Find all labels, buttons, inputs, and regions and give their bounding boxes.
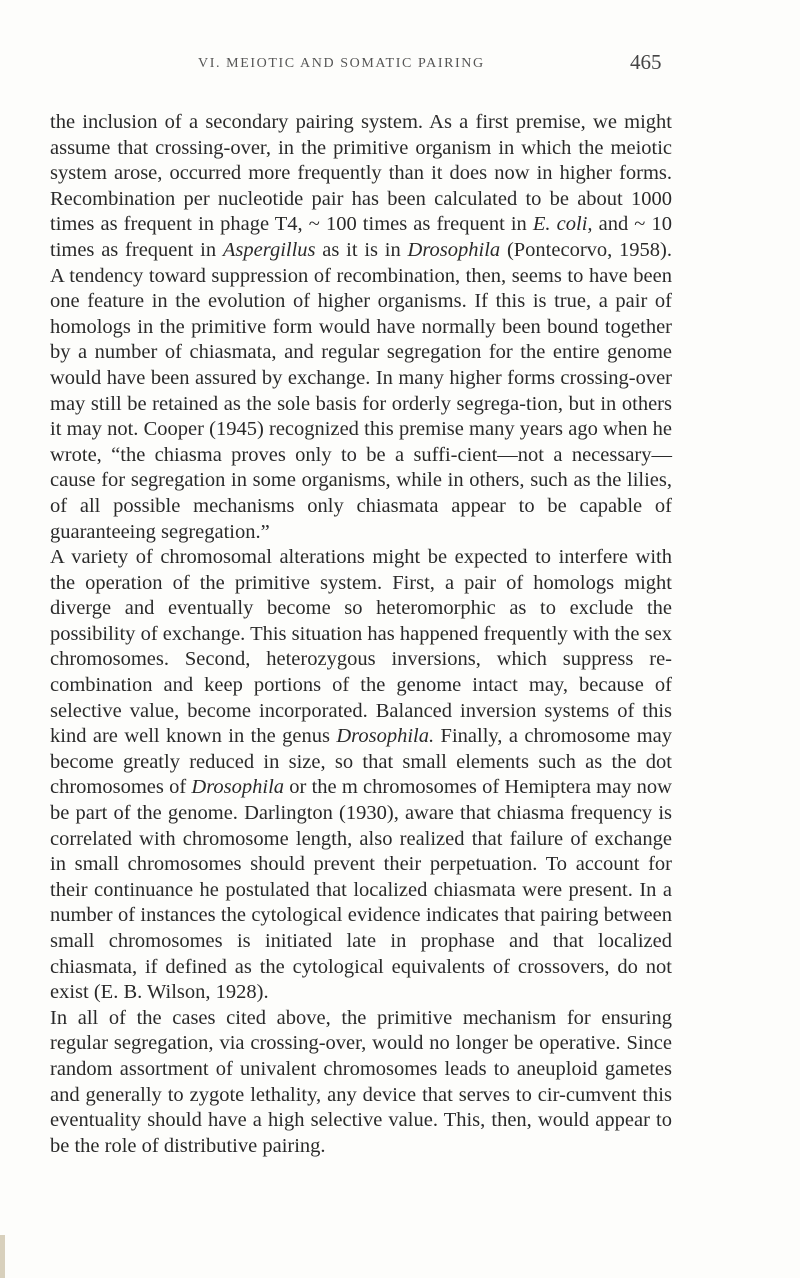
text-run: the inclusion of a secondary pairing system. As a first premise, we might assume that crossing-over, in the primitive organism in which the meiotic system arose, occurred more frequently than it does now in higher forms. Recombination per nucleotide pair has been calculated to be about 1000 times as frequent in phage T4, ~ 100 times as frequent in <box>50 111 672 236</box>
paragraph-2 <box>50 545 672 1006</box>
italic-term: Drosophila <box>191 776 285 799</box>
scan-edge-mark <box>0 1235 5 1278</box>
text-run: A variety of chromosomal alterations might be expected to interfere with the operation of the primitive system. First, a pair of homologs might diverge and eventually become so heteromorphic as to exclude the possibility of exchange. This situation has happened frequently with the sex chromosomes. Second, heterozygous inversions, which suppress re-combination and keep portions of the genome intact may, because of selective value, become incorporated. Balanced inversion systems of this kind are well known in the genus <box>50 546 672 748</box>
italic-term: Drosophila <box>407 238 501 261</box>
running-head <box>50 50 662 76</box>
page-number: 465 <box>630 50 662 74</box>
paragraph-3 <box>50 1006 672 1160</box>
text-run: or the m chromosomes of Hemiptera may now be part of the genome. Darlington (1930), aware that chiasma frequency is correlated with chromosome length, also realized that failure of exchange in small chromosomes should prevent their perpetuation. To account for their continuance he postulated that localized chiasmata were present. In a number of instances the cytological evidence indicates that pairing between small chromosomes is initiated late in prophase and that localized chiasmata, if defined as the cytological equivalents of crossovers, do not exist (E. B. Wilson, 1928). <box>50 776 672 1004</box>
italic-term: Drosophila. <box>336 725 435 748</box>
text-run: In all of the cases cited above, the primitive mechanism for ensuring regular segregation, via crossing-over, would no longer be operative. Since random assortment of univalent chromosomes leads to aneuploid gametes and generally to zygote lethality, any device that serves to cir-cumvent this eventuality should have a high selective value. This, then, would appear to be the role of distributive pairing. <box>50 1006 672 1157</box>
italic-term: Aspergillus <box>222 238 316 261</box>
text-run: and ~ 10 times as frequent in <box>50 213 672 261</box>
paragraph-1 <box>50 110 672 545</box>
text-run: (Pontecorvo, 1958). A tendency toward suppression of recombination, then, seems to have been one feature in the evolution of higher organisms. If this is true, a pair of homologs in the primitive form would have normally been bound together by a number of chiasmata, and regular segregation for the entire genome would have been assured by exchange. In many higher forms crossing-over may still be retained as the sole basis for orderly segrega-tion, but in others it may not. Cooper (1945) recognized this premise many years ago when he wrote, “the chiasma proves only to be a suffi-cient—not a necessary—cause for segregation in some organisms, while in others, such as the lilies, of all possible mechanisms only chiasmata appear to be capable of guaranteeing segregation.” <box>50 238 673 543</box>
text-run: Finally, a chromosome may become greatly reduced in size, so that small elements such as the dot chromosomes of <box>50 725 672 799</box>
text-run: as it is in <box>315 238 408 261</box>
italic-term: E. coli, <box>532 213 593 236</box>
body-text <box>50 110 672 1159</box>
running-title: VI. MEIOTIC AND SOMATIC PAIRING <box>198 56 485 71</box>
